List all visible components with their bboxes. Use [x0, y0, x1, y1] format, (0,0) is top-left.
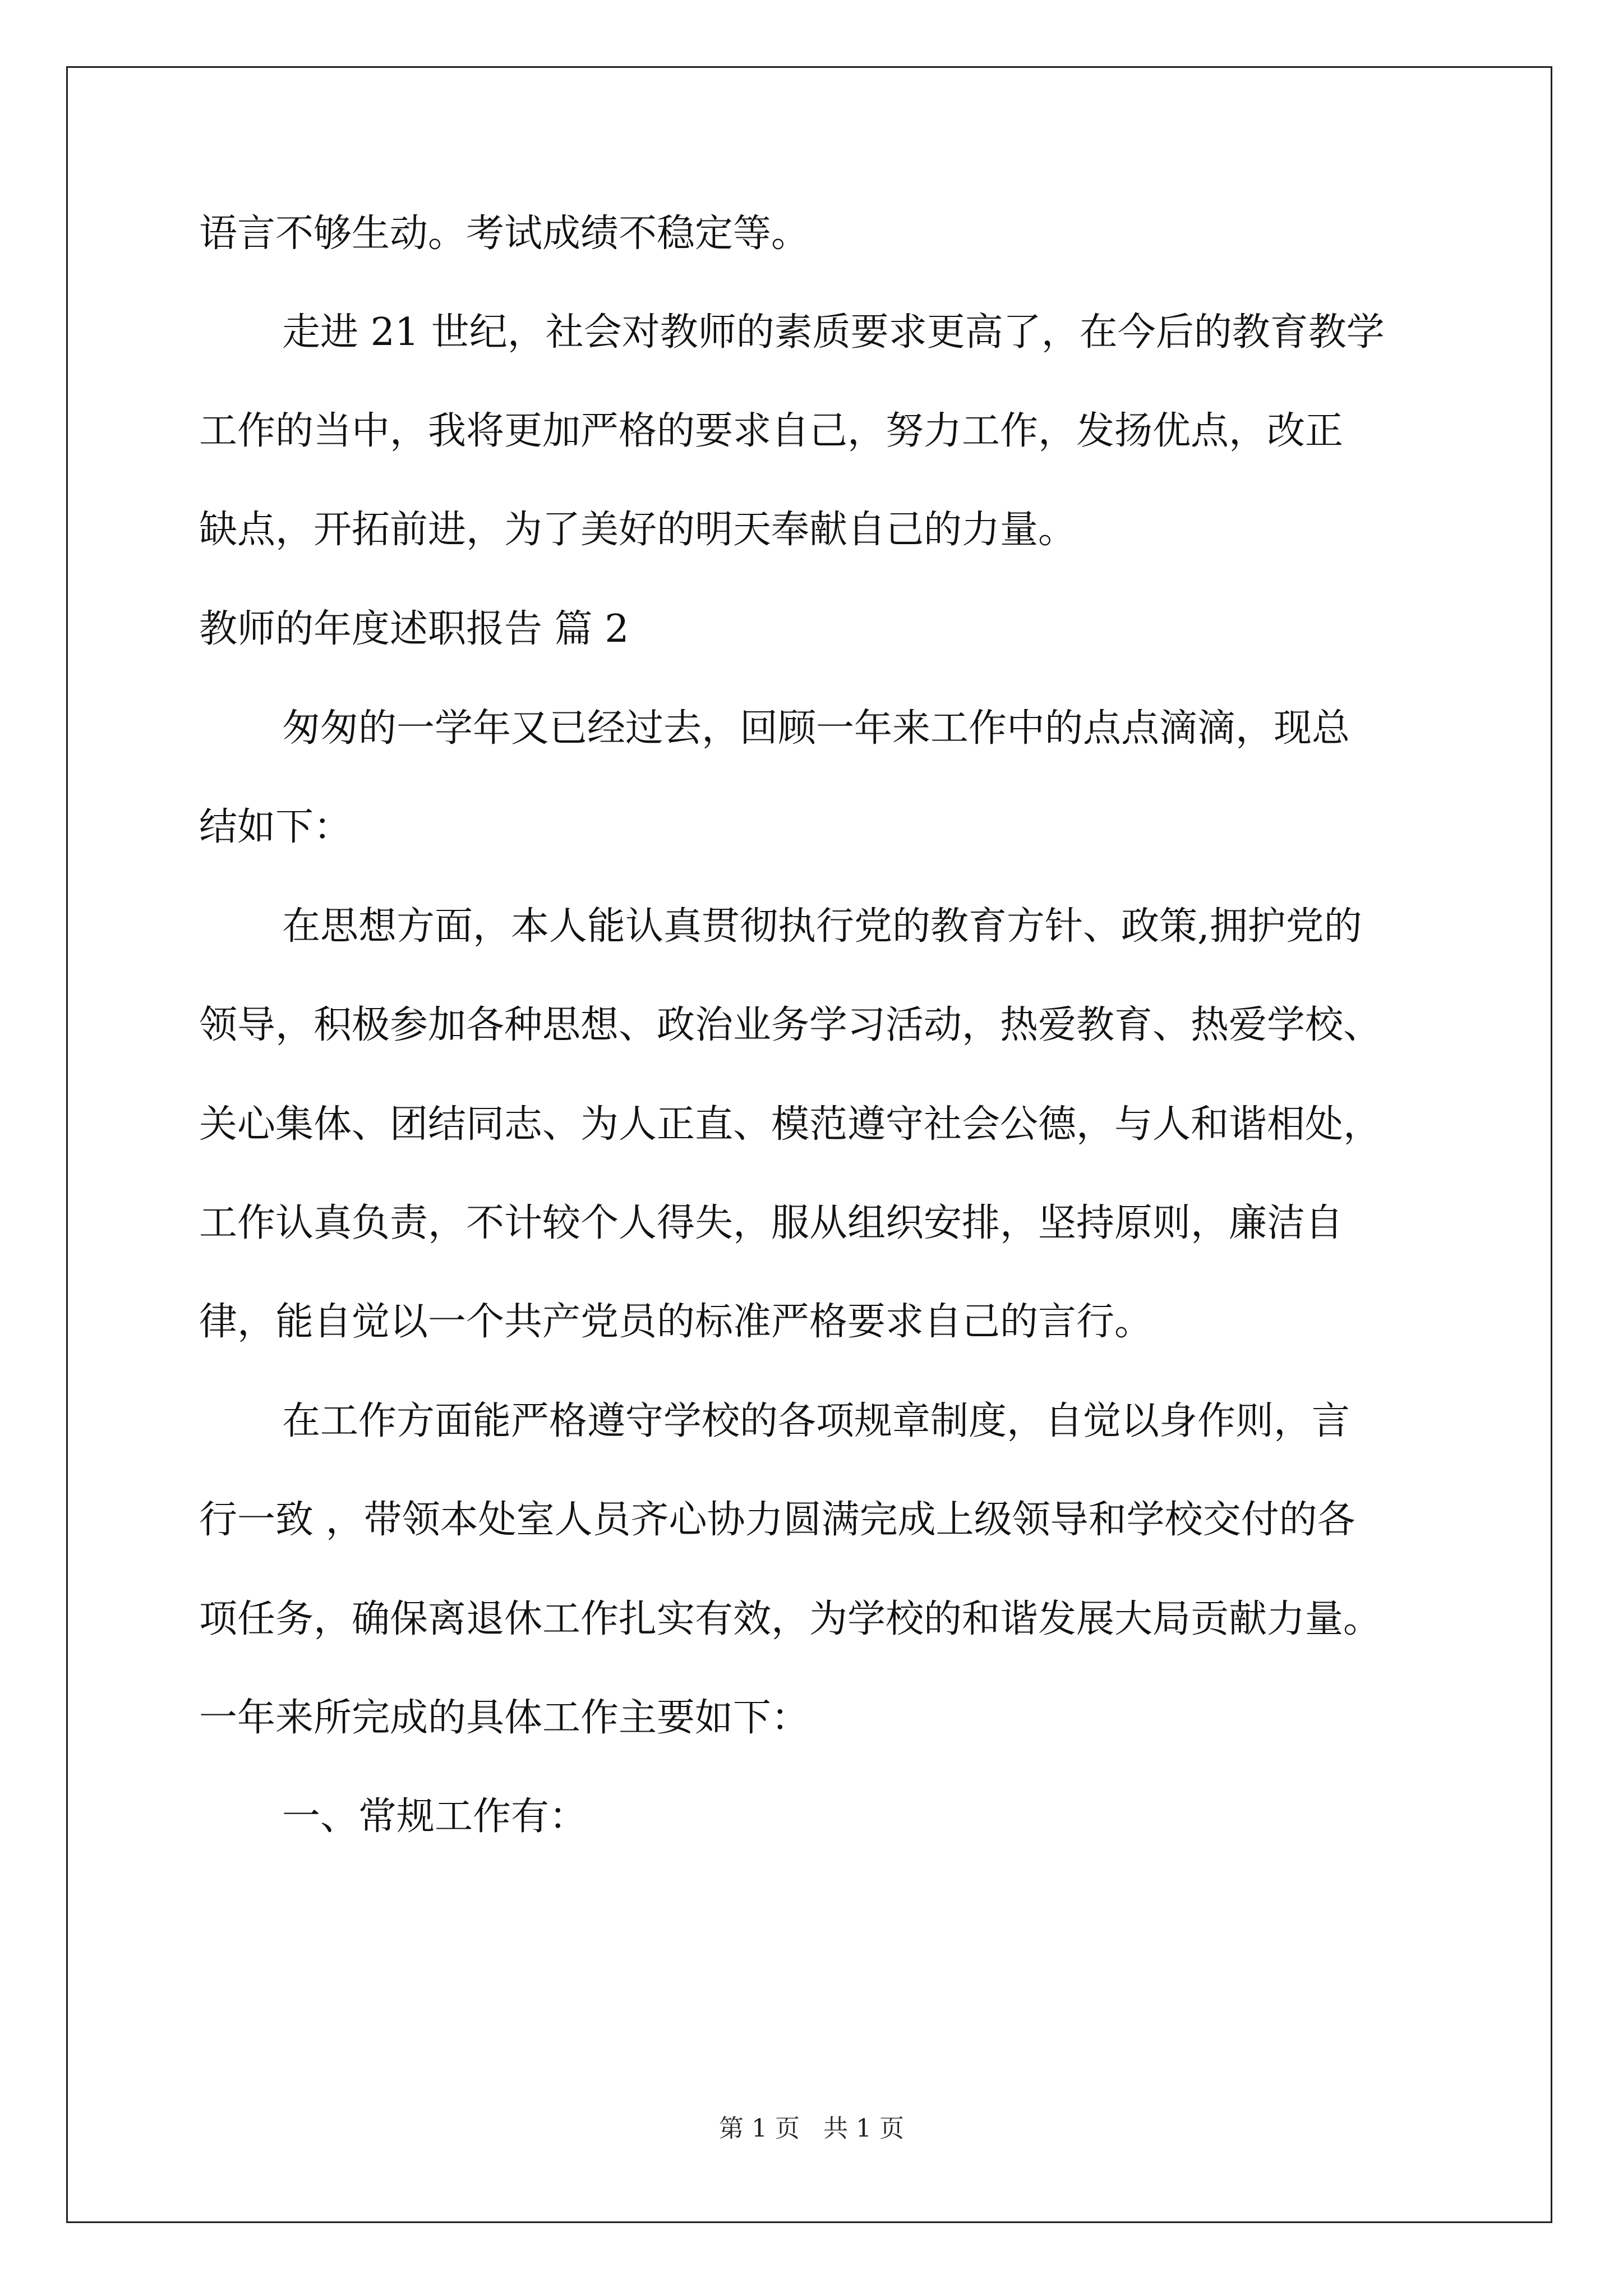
text-line: 在工作方面能严格遵守学校的各项规章制度，自觉以身作则，言: [282, 1399, 1350, 1443]
text-line: 工作的当中，我将更加严格的要求自己，努力工作，发扬优点，改正: [199, 409, 1344, 453]
text-line: 关心集体、团结同志、为人正直、模范遵守社会公德，与人和谐相处，: [199, 1102, 1382, 1147]
text-line: 缺点，开拓前进，为了美好的明天奉献自己的力量。: [199, 508, 1077, 552]
text-line: 语言不够生动。考试成绩不稳定等。: [199, 211, 810, 256]
text-line: 走进 21 世纪，社会对教师的素质要求更高了，在今后的教育教学: [282, 310, 1385, 355]
text-line: 律，能自觉以一个共产党员的标准严格要求自己的言行。: [199, 1300, 1153, 1344]
text-line: 行一致 ，带领本处室人员齐心协力圆满完成上级领导和学校交付的各: [199, 1498, 1355, 1542]
text-line: 一年来所完成的具体工作主要如下：: [199, 1696, 810, 1740]
page-footer: 第 1 页 共 1 页: [719, 2114, 904, 2143]
text-line: 在思想方面，本人能认真贯彻执行党的教育方针、政策,拥护党的: [282, 904, 1362, 949]
text-line: 项任务，确保离退休工作扎实有效，为学校的和谐发展大局贡献力量。: [199, 1597, 1382, 1641]
text-line: 领导，积极参加各种思想、政治业务学习活动，热爱教育、热爱学校、: [199, 1003, 1382, 1047]
text-line: 工作认真负责，不计较个人得失，服从组织安排，坚持原则，廉洁自: [199, 1201, 1344, 1245]
section-heading: 教师的年度述职报告 篇 2: [199, 607, 629, 651]
text-line: 匆匆的一学年又已经过去，回顾一年来工作中的点点滴滴，现总: [282, 706, 1350, 751]
list-heading: 一、常规工作有：: [282, 1795, 588, 1839]
text-line: 结如下：: [199, 805, 352, 849]
